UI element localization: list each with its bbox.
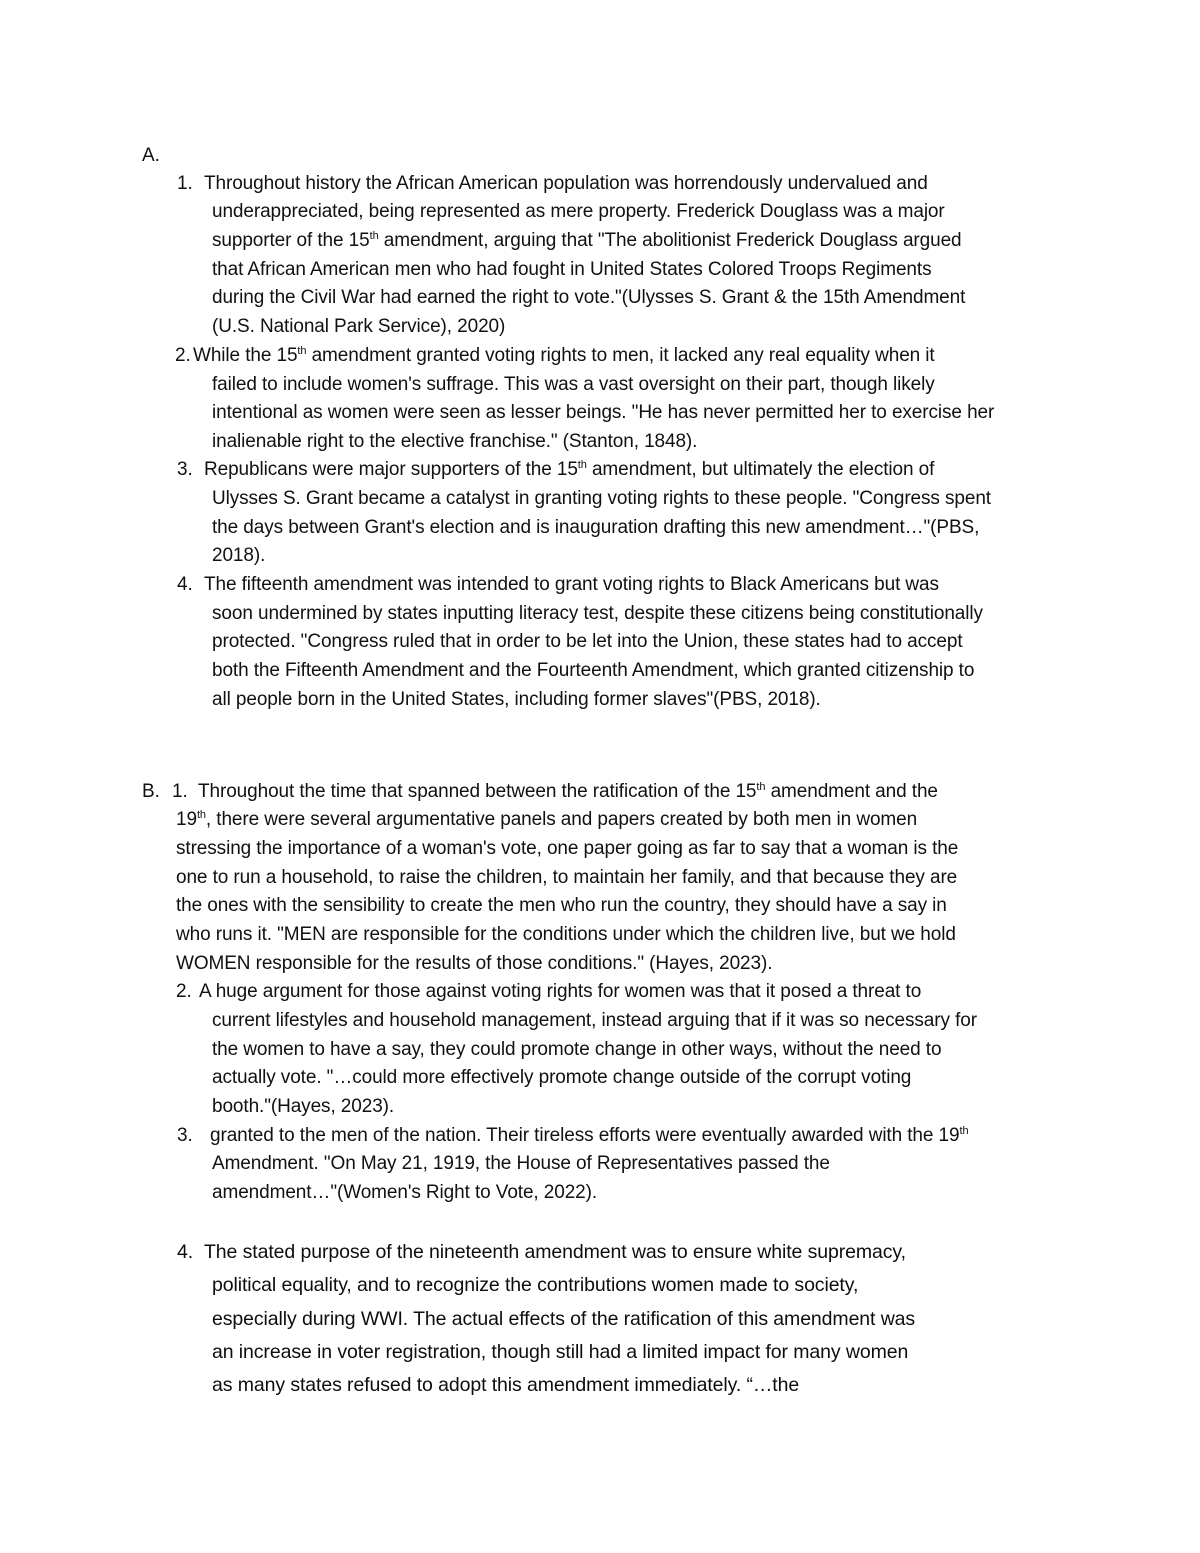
list-number: 1. — [172, 781, 188, 802]
paragraph-line: underappreciated, being represented as mere property. Frederick Douglass was a major — [212, 201, 945, 222]
paragraph-line: (U.S. National Park Service), 2020) — [212, 316, 506, 337]
list-number: 2. — [175, 345, 191, 366]
paragraph-line: WOMEN responsible for the results of those conditions." (Hayes, 2023). — [176, 953, 773, 974]
paragraph-line: 2018). — [212, 545, 266, 566]
paragraph-line: all people born in the United States, including former slaves"(PBS, 2018). — [212, 689, 821, 710]
paragraph-line: intentional as women were seen as lesser beings. "He has never permitted her to exercise her — [212, 402, 995, 423]
list-number: 4. — [177, 574, 193, 595]
superscript: th — [297, 345, 307, 357]
paragraph-line: Amendment. "On May 21, 1919, the House of Representatives passed the — [212, 1153, 830, 1174]
superscript: th — [756, 781, 766, 793]
paragraph-line: failed to include women's suffrage. This was a vast oversight on their part, though likely — [212, 374, 935, 395]
superscript: th — [369, 230, 379, 242]
paragraph-line: current lifestyles and household management, instead arguing that if it was so necessary for — [212, 1010, 977, 1031]
paragraph-line: While the 15th amendment granted voting rights to men, it lacked any real equality when it — [193, 345, 935, 366]
paragraph-line: that African American men who had fought in United States Colored Troops Regiments — [212, 259, 932, 280]
paragraph-line: Throughout history the African American population was horrendously undervalued and — [204, 173, 928, 194]
paragraph-line: the ones with the sensibility to create the men who run the country, they should have a say in — [176, 895, 947, 916]
paragraph-line: supporter of the 15th amendment, arguing that "The abolitionist Frederick Douglass argued — [212, 230, 962, 251]
paragraph-line: one to run a household, to raise the children, to maintain her family, and that because they are — [176, 867, 958, 888]
paragraph-line: inalienable right to the elective franchise." (Stanton, 1848). — [212, 431, 698, 452]
list-number: 3. — [177, 459, 193, 480]
paragraph-line: the days between Grant's election and is inauguration drafting this new amendment…"(PBS, — [212, 517, 980, 538]
paragraph-line: soon undermined by states inputting literacy test, despite these citizens being constitutionally — [212, 603, 983, 624]
paragraph-line: 19th, there were several argumentative panels and papers created by both men in women — [176, 809, 918, 830]
paragraph-line: the women to have a say, they could promote change in other ways, without the need to — [212, 1039, 942, 1060]
list-number: 1. — [177, 173, 193, 194]
paragraph-line: The stated purpose of the nineteenth amendment was to ensure white supremacy, — [204, 1241, 906, 1263]
paragraph-line: booth."(Hayes, 2023). — [212, 1096, 395, 1117]
paragraph-line: political equality, and to recognize the contributions women made to society, — [212, 1274, 859, 1296]
paragraph-line: actually vote. "…could more effectively promote change outside of the corrupt voting — [212, 1067, 912, 1088]
section-b-label: B. — [142, 781, 160, 802]
paragraph-line: who runs it. "MEN are responsible for the conditions under which the children live, but we hold — [176, 924, 956, 945]
paragraph-line: The fifteenth amendment was intended to grant voting rights to Black Americans but was — [204, 574, 939, 595]
superscript: th — [196, 809, 206, 821]
list-number: 4. — [177, 1241, 194, 1263]
paragraph-line: an increase in voter registration, though still had a limited impact for many women — [212, 1341, 909, 1363]
paragraph-line: as many states refused to adopt this amendment immediately. “…the — [212, 1374, 800, 1396]
paragraph-line: both the Fifteenth Amendment and the Fourteenth Amendment, which granted citizenship to — [212, 660, 975, 681]
paragraph-line: granted to the men of the nation. Their tireless efforts were eventually awarded with the 19th — [210, 1125, 969, 1146]
list-number: 2. — [176, 981, 192, 1002]
paragraph-line: stressing the importance of a woman's vote, one paper going as far to say that a woman is the — [176, 838, 959, 859]
paragraph-line: A huge argument for those against voting rights for women was that it posed a threat to — [199, 981, 922, 1002]
superscript: th — [959, 1125, 969, 1137]
paragraph-line: Ulysses S. Grant became a catalyst in granting voting rights to these people. "Congress spent — [212, 488, 991, 509]
paragraph-line: Republicans were major supporters of the 15th amendment, but ultimately the election of — [204, 459, 935, 480]
paragraph-line: protected. "Congress ruled that in order to be let into the Union, these states had to accept — [212, 631, 963, 652]
paragraph-line: Throughout the time that spanned between the ratification of the 15th amendment and the — [198, 781, 938, 802]
list-number: 3. — [177, 1125, 193, 1146]
paragraph-line: amendment…"(Women's Right to Vote, 2022). — [212, 1182, 598, 1203]
superscript: th — [577, 459, 587, 471]
paragraph-line: especially during WWI. The actual effects of the ratification of this amendment was — [212, 1308, 916, 1330]
section-a-label: A. — [142, 145, 160, 166]
paragraph-line: during the Civil War had earned the right to vote."(Ulysses S. Grant & the 15th Amendment — [212, 287, 966, 308]
